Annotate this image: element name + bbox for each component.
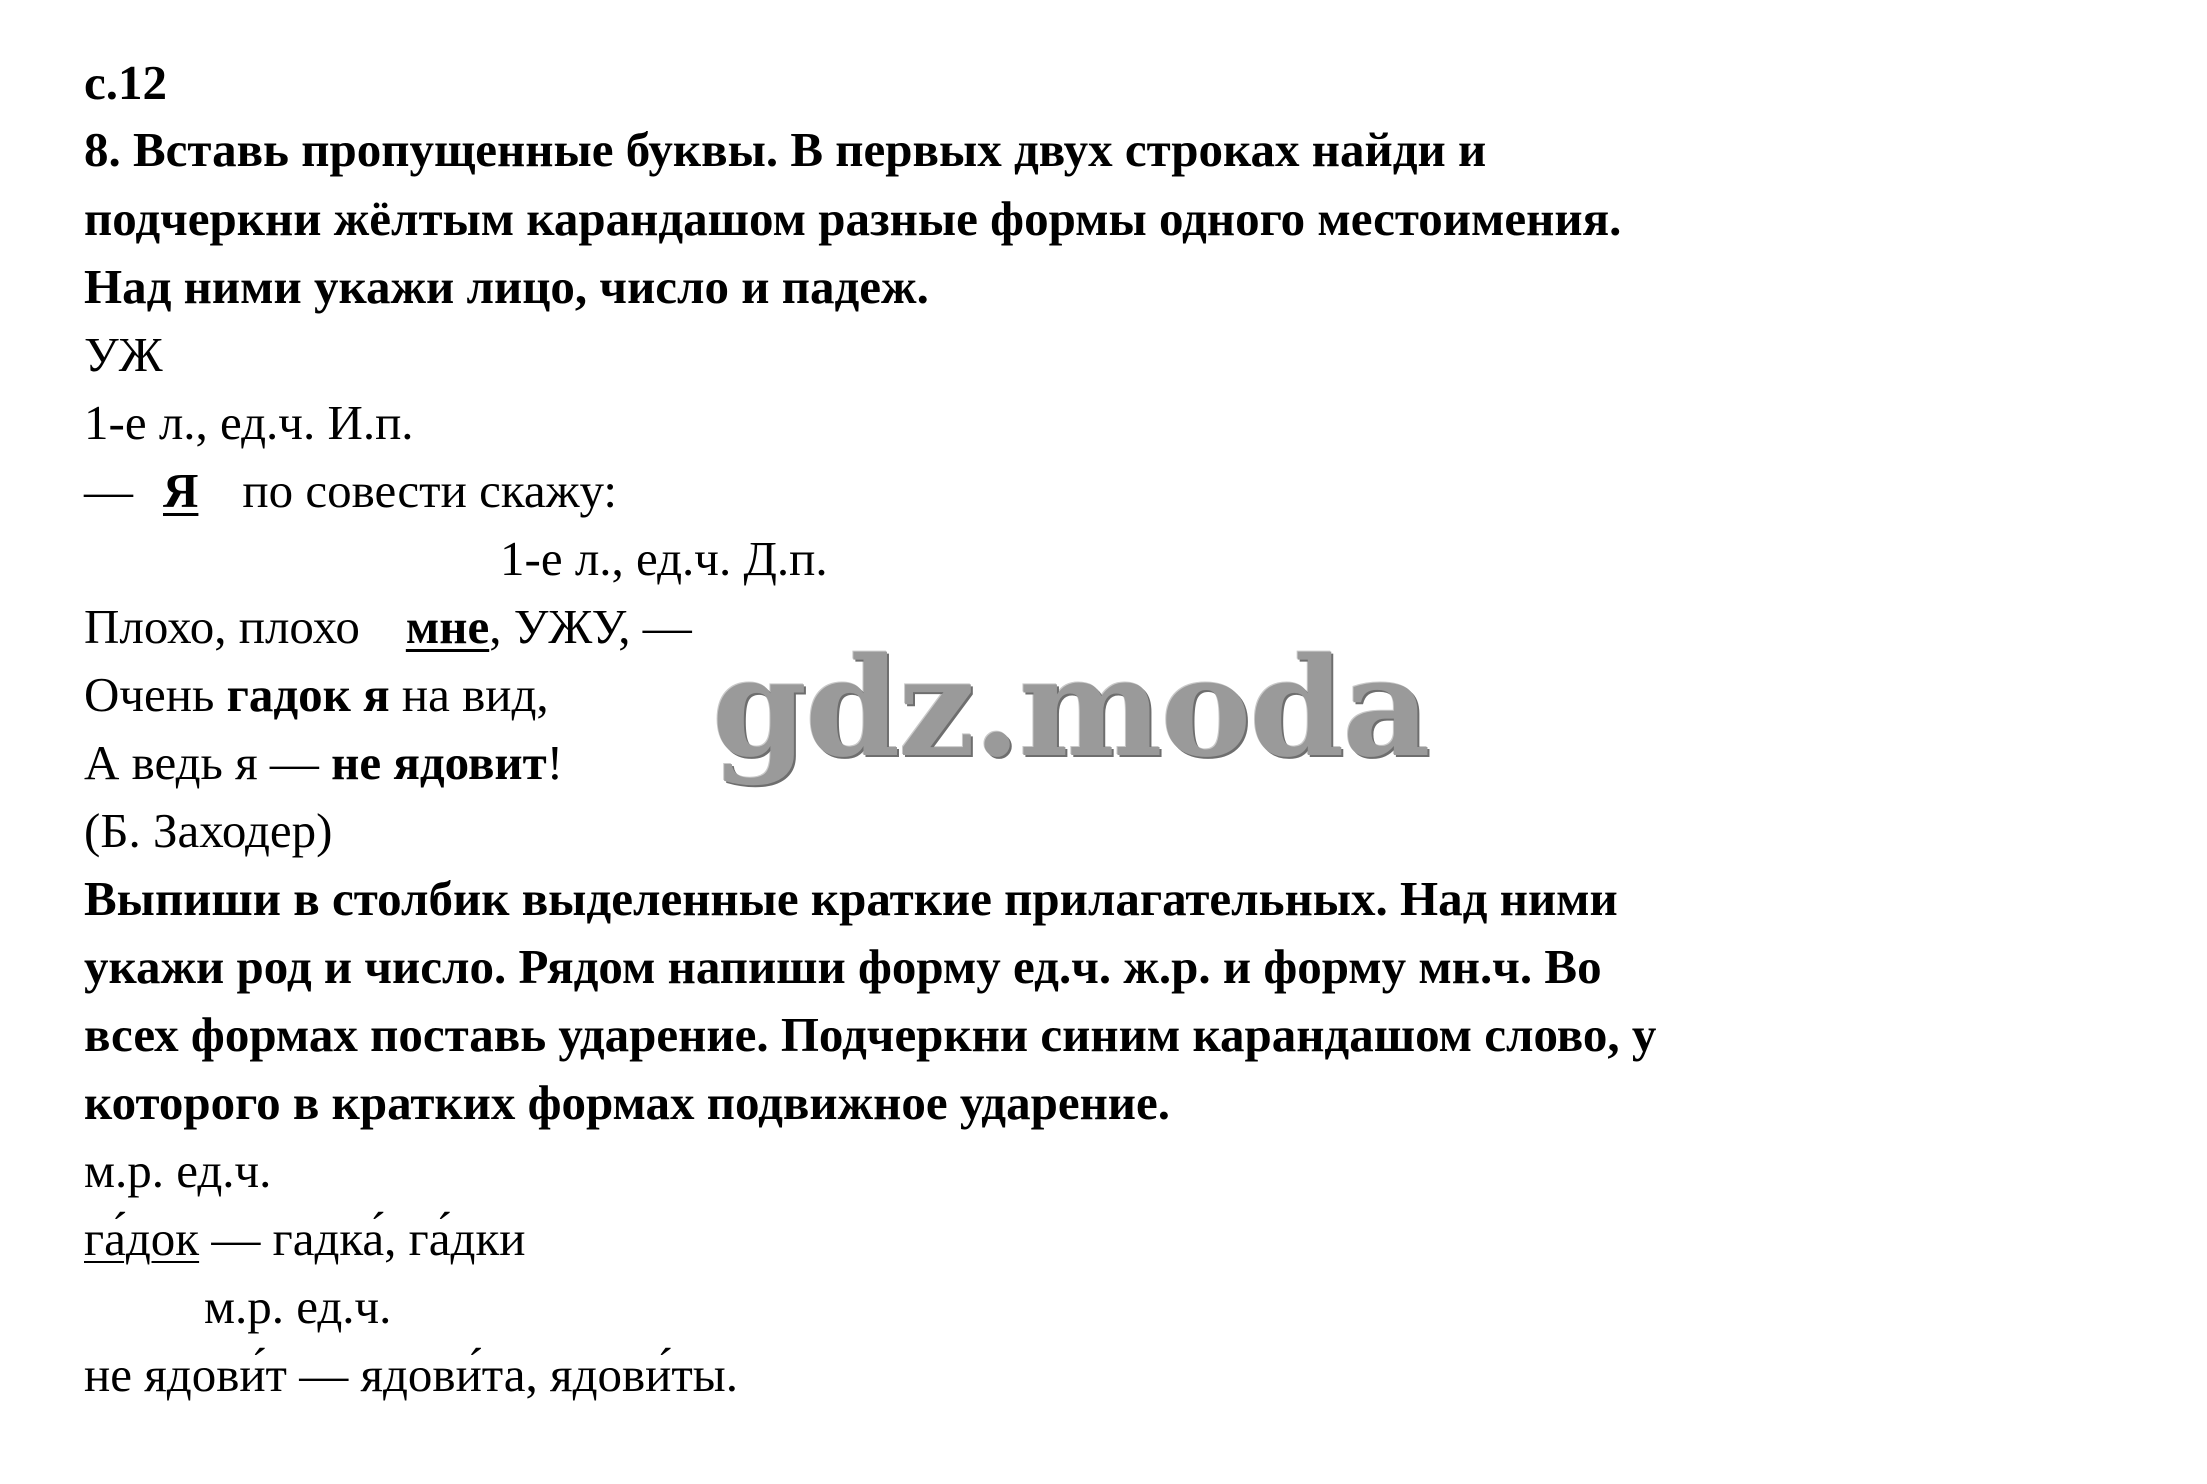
poem-line-2 [84,599,692,654]
grammar-note-1: 1-е л., ед.ч. И.п. [84,395,414,450]
poem-line-3-rest: на вид, [401,667,549,722]
task-heading-line-3: Над ними укажи лицо, число и падеж. [84,259,929,314]
task2-line-1: Выпиши в столбик выделенные краткие прилагательных. Над ними [84,871,1618,926]
task2-line-4: которого в кратких формах подвижное ударение. [84,1075,1171,1130]
poem-line-2-rest: , УЖУ, — [489,599,692,654]
answer-note-1: м.р. ед.ч. [84,1143,272,1198]
poem-title: УЖ [84,327,163,382]
poem-line-4 [84,735,564,790]
poem-author: (Б. Заходер) [84,803,333,858]
answer-forms-1: — гадка́, га́дки [199,1211,526,1266]
task-heading-line-2: подчеркни жёлтым карандашом разные формы одного местоимения. [84,191,1622,246]
poem-line-1-rest: по совести скажу: [242,463,617,518]
task-heading-line-1: 8. Вставь пропущенные буквы. В первых двух строках найди и [84,122,1487,177]
task2-line-3: всех формах поставь ударение. Подчеркни синим карандашом слово, у [84,1007,1657,1062]
answer-line-1 [84,1211,526,1266]
poem-line-1 [84,463,617,518]
poem-line-2-start: Плохо, плохо [84,599,360,654]
poem-line-3-start: Очень [84,667,215,722]
answer-note-2: м.р. ед.ч. [204,1279,392,1334]
adjective-gadok: гадок я [226,667,390,722]
answer-line-2: не ядови́т — ядови́та, ядови́ты. [84,1347,738,1402]
poem-line-4-end: ! [546,735,564,790]
poem-line-4-start: А ведь я — [84,735,319,790]
task2-line-2: укажи род и число. Рядом напиши форму ед.ч. ж.р. и форму мн.ч. Во [84,939,1602,994]
pronoun-ya: Я [163,463,199,518]
pronoun-mne: мне [405,599,490,654]
poem-line-3 [84,667,549,722]
page-number: с.12 [84,55,167,110]
answer-word-gadok: га́док [84,1211,200,1266]
poem-line-1-dash: — [84,463,133,518]
adjective-ne-yadovit: не ядовит [331,735,547,790]
watermark-logo: gdz.moda [712,628,1429,788]
grammar-note-2: 1-е л., ед.ч. Д.п. [500,531,828,586]
